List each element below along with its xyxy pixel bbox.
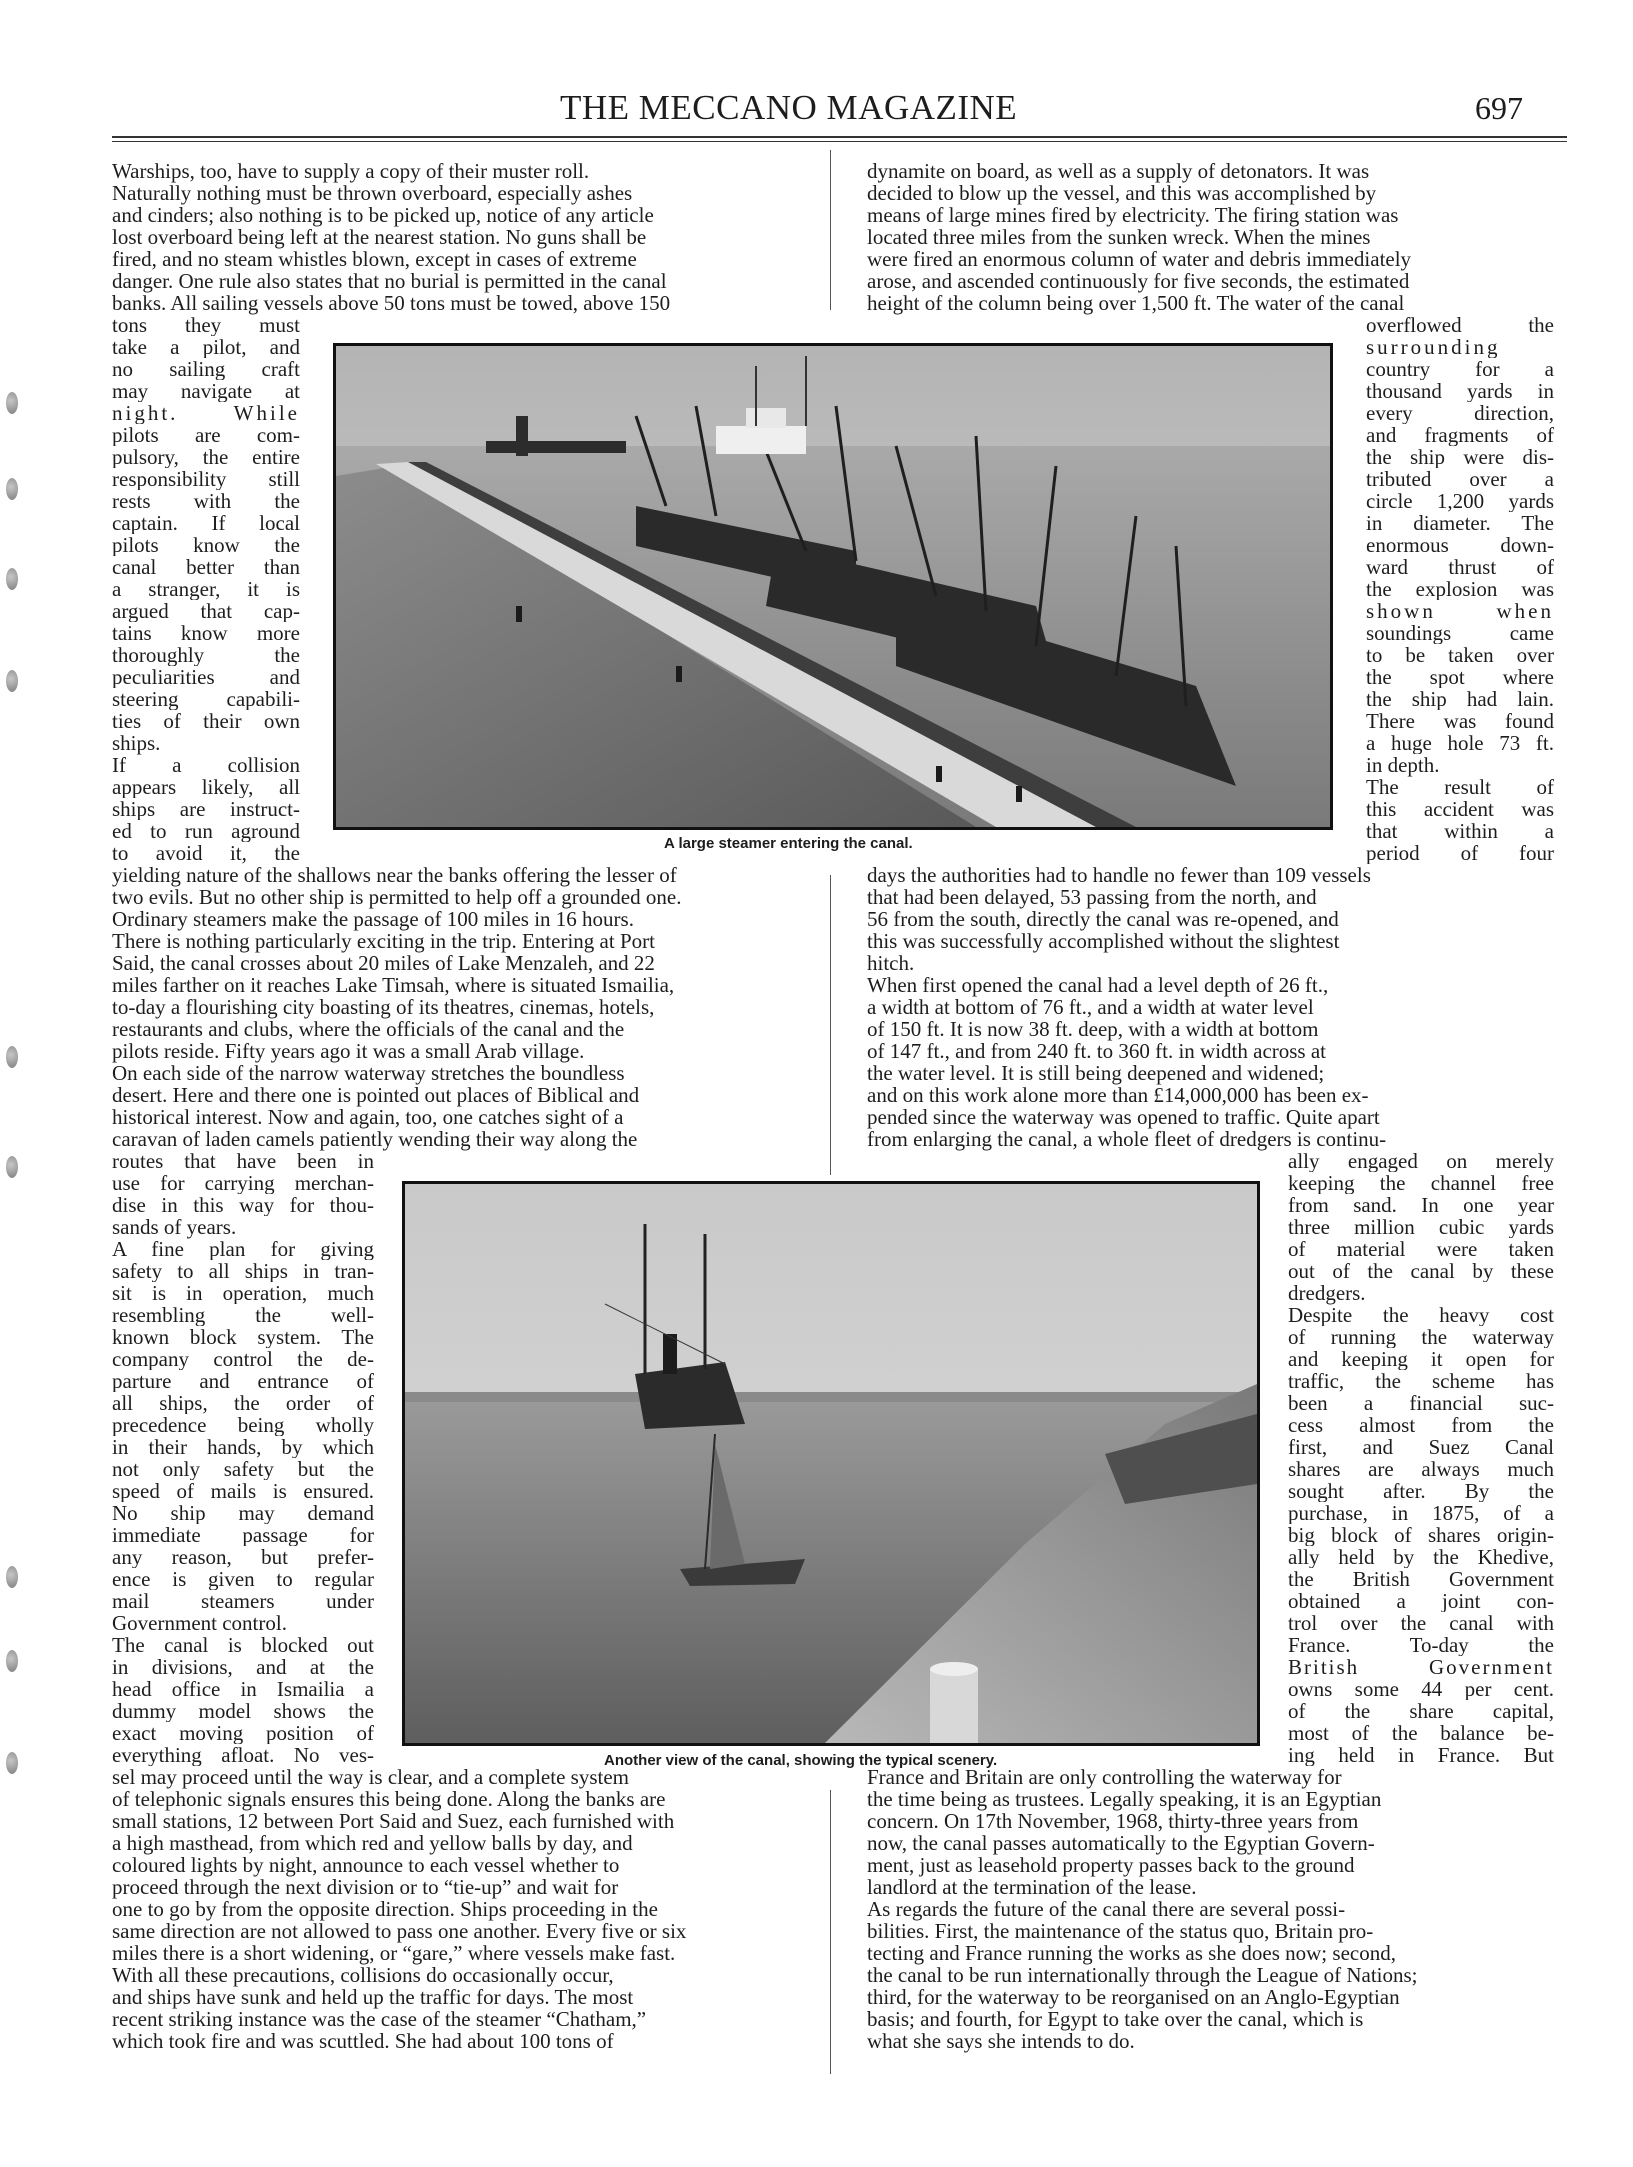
text-line: soundings came — [1366, 622, 1554, 644]
text-line: from sand. In one year — [1288, 1194, 1554, 1216]
text-line: exact moving position of — [112, 1722, 374, 1744]
text-line: that had been delayed, 53 passing from the north, and — [867, 885, 1317, 909]
text-line: lost overboard being left at the nearest station. No guns shall be — [112, 225, 647, 249]
text-line: every direction, — [1366, 402, 1554, 424]
text-line: the explosion was — [1366, 578, 1554, 600]
text-line: the British Government — [1288, 1568, 1554, 1590]
text-line: and on this work alone more than £14,000,000 has been ex- — [867, 1083, 1369, 1107]
text-line: ward thrust of — [1366, 556, 1554, 578]
text-line: safety to all ships in tran- — [112, 1260, 374, 1282]
text-line: in their hands, by which — [112, 1436, 374, 1458]
text-line: three million cubic yards — [1288, 1216, 1554, 1238]
text-line: owns some 44 per cent. — [1288, 1678, 1554, 1700]
text-line: basis; and fourth, for Egypt to take over the canal, which is — [867, 2007, 1364, 2031]
text-line: dynamite on board, as well as a supply of detonators. It was — [867, 159, 1370, 183]
text-line: company control the de- — [112, 1348, 374, 1370]
text-line: dummy model shows the — [112, 1700, 374, 1722]
text-line: obtained a joint con- — [1288, 1590, 1554, 1612]
text-line: The canal is blocked out — [112, 1634, 374, 1656]
text-line: of 150 ft. It is now 38 ft. deep, with a width at bottom — [867, 1017, 1319, 1041]
text-line: France and Britain are only controlling the waterway for — [867, 1765, 1342, 1789]
text-line: not only safety but the — [112, 1458, 374, 1480]
text-line: Despite the heavy cost — [1288, 1304, 1554, 1326]
binder-hole — [6, 670, 18, 692]
text-line: Government control. — [112, 1611, 287, 1635]
text-line: everything afloat. No ves- — [112, 1744, 374, 1766]
text-line: cess almost from the — [1288, 1414, 1554, 1436]
binder-hole — [6, 392, 18, 414]
text-line: ships are instruct- — [112, 798, 300, 820]
text-line: Naturally nothing must be thrown overboard, especially ashes — [112, 181, 633, 205]
text-line: and fragments of — [1366, 424, 1554, 446]
text-line: the water level. It is still being deepened and widened; — [867, 1061, 1325, 1085]
text-line: argued that cap- — [112, 600, 300, 622]
text-line: the canal to be run internationally through the League of Nations; — [867, 1963, 1418, 1987]
text-line: hitch. — [867, 951, 915, 975]
text-line: first, and Suez Canal — [1288, 1436, 1554, 1458]
text-line: There is nothing particularly exciting in the trip. Entering at Port — [112, 929, 655, 953]
text-line: the ship were dis- — [1366, 446, 1554, 468]
photo-caption: A large steamer entering the canal. — [664, 835, 913, 852]
text-line: all ships, the order of — [112, 1392, 374, 1414]
text-line: the time being as trustees. Legally speaking, it is an Egyptian — [867, 1787, 1382, 1811]
text-line: restaurants and clubs, where the officials of the canal and the — [112, 1017, 625, 1041]
text-line: keeping the channel free — [1288, 1172, 1554, 1194]
text-line: coloured lights by night, announce to each vessel whether to — [112, 1853, 620, 1877]
text-line: means of large mines fired by electricity. The firing station was — [867, 203, 1399, 227]
text-line: rests with the — [112, 490, 300, 512]
text-line: days the authorities had to handle no fewer than 109 vessels — [867, 863, 1371, 887]
binder-hole — [6, 1752, 18, 1774]
text-line: of 147 ft., and from 240 ft. to 360 ft. in width across at — [867, 1039, 1327, 1063]
text-line: overflowed the — [1366, 314, 1554, 336]
running-title: THE MECCANO MAGAZINE — [560, 88, 1018, 127]
text-line: any reason, but prefer- — [112, 1546, 374, 1568]
text-line: ed to run aground — [112, 820, 300, 842]
photo-caption: Another view of the canal, showing the typical scenery. — [604, 1752, 998, 1769]
text-line: circle 1,200 yards — [1366, 490, 1554, 512]
text-line: British Government — [1288, 1656, 1554, 1678]
text-line: peculiarities and — [112, 666, 300, 688]
binder-hole — [6, 478, 18, 500]
text-line: to be taken over — [1366, 644, 1554, 666]
column-divider — [830, 1790, 831, 2074]
text-line: thoroughly the — [112, 644, 300, 666]
text-line: recent striking instance was the case of the steamer “Chatham,” — [112, 2007, 647, 2031]
text-line: On each side of the narrow waterway stretches the boundless — [112, 1061, 625, 1085]
text-line: height of the column being over 1,500 ft. The water of the canal — [867, 291, 1405, 315]
text-line: ally held by the Khedive, — [1288, 1546, 1554, 1568]
text-line: use for carrying merchan- — [112, 1172, 374, 1194]
text-line: sands of years. — [112, 1215, 237, 1239]
text-line: from enlarging the canal, a whole fleet of dredgers is continu- — [867, 1127, 1387, 1151]
binder-hole — [6, 1156, 18, 1178]
text-line: that within a — [1366, 820, 1554, 842]
text-line: Warships, too, have to supply a copy of their muster roll. — [112, 159, 590, 183]
text-line: The result of — [1366, 776, 1554, 798]
text-line: and cinders; also nothing is to be picked up, notice of any article — [112, 203, 654, 227]
text-line: ment, just as leasehold property passes back to the ground — [867, 1853, 1355, 1877]
text-line: 56 from the south, directly the canal was re-opened, and — [867, 907, 1339, 931]
text-line: Said, the canal crosses about 20 miles of Lake Menzaleh, and 22 — [112, 951, 655, 975]
text-line: sought after. By the — [1288, 1480, 1554, 1502]
text-line: danger. One rule also states that no burial is permitted in the canal — [112, 269, 667, 293]
binder-hole — [6, 1650, 18, 1672]
text-line: appears likely, all — [112, 776, 300, 798]
text-line: out of the canal by these — [1288, 1260, 1554, 1282]
text-line: one to go by from the opposite direction. Ships proceeding in the — [112, 1897, 658, 1921]
text-line: thousand yards in — [1366, 380, 1554, 402]
text-line: tains know more — [112, 622, 300, 644]
text-line: the spot where — [1366, 666, 1554, 688]
text-line: head office in Ismailia a — [112, 1678, 374, 1700]
text-line: in depth. — [1366, 753, 1440, 777]
text-line: pilots are com- — [112, 424, 300, 446]
text-line: caravan of laden camels patiently wending their way along the — [112, 1127, 638, 1151]
text-line: dise in this way for thou- — [112, 1194, 374, 1216]
text-line: which took fire and was scuttled. She had about 100 tons of — [112, 2029, 614, 2053]
text-line: fired, and no steam whistles blown, except in cases of extreme — [112, 247, 637, 271]
text-line: dredgers. — [1288, 1281, 1366, 1305]
text-line: parture and entrance of — [112, 1370, 374, 1392]
column-divider — [830, 150, 831, 310]
text-line: what she says she intends to do. — [867, 2029, 1135, 2053]
text-line: may navigate at — [112, 380, 300, 402]
text-line: enormous down- — [1366, 534, 1554, 556]
text-line: to-day a flourishing city boasting of its theatres, cinemas, hotels, — [112, 995, 655, 1019]
text-line: traffic, the scheme has — [1288, 1370, 1554, 1392]
text-line: night. While — [112, 402, 300, 424]
text-line: a huge hole 73 ft. — [1366, 732, 1554, 754]
text-line: A fine plan for giving — [112, 1238, 374, 1260]
text-line: purchase, in 1875, of a — [1288, 1502, 1554, 1524]
text-line: and ships have sunk and held up the traffic for days. The most — [112, 1985, 634, 2009]
text-line: third, for the waterway to be reorganised on an Anglo-Egyptian — [867, 1985, 1400, 2009]
text-line: There was found — [1366, 710, 1554, 732]
text-line: in diameter. The — [1366, 512, 1554, 534]
text-line: concern. On 17th November, 1968, thirty-three years from — [867, 1809, 1359, 1833]
text-line: the ship had lain. — [1366, 688, 1554, 710]
text-line: this accident was — [1366, 798, 1554, 820]
text-line: same direction are not allowed to pass one another. Every five or six — [112, 1919, 687, 1943]
header-rule-thin — [112, 141, 1567, 142]
text-line: tecting and France running the works as she does now; second, — [867, 1941, 1396, 1965]
text-line: to avoid it, the — [112, 842, 300, 864]
text-line: responsibility still — [112, 468, 300, 490]
text-line: country for a — [1366, 358, 1554, 380]
text-line: As regards the future of the canal there are several possi- — [867, 1897, 1346, 1921]
text-line: France. To-day the — [1288, 1634, 1554, 1656]
text-line: proceed through the next division or to “tie-up” and wait for — [112, 1875, 619, 1899]
text-line: When first opened the canal had a level depth of 26 ft., — [867, 973, 1329, 997]
text-line: decided to blow up the vessel, and this was accomplished by — [867, 181, 1377, 205]
text-line: surrounding — [1366, 336, 1501, 358]
header-rule — [112, 136, 1567, 138]
binder-hole — [6, 1046, 18, 1068]
text-line: pilots reside. Fifty years ago it was a small Arab village. — [112, 1039, 585, 1063]
text-line: a high masthead, from which red and yellow balls by day, and — [112, 1831, 633, 1855]
text-line: trol over the canal with — [1288, 1612, 1554, 1634]
text-line: banks. All sailing vessels above 50 tons must be towed, above 150 — [112, 291, 671, 315]
text-line: speed of mails is ensured. — [112, 1480, 374, 1502]
text-line: resembling the well- — [112, 1304, 374, 1326]
text-line: bilities. First, the maintenance of the status quo, Britain pro- — [867, 1919, 1374, 1943]
text-line: no sailing craft — [112, 358, 300, 380]
binder-hole — [6, 568, 18, 590]
text-line: ships. — [112, 731, 161, 755]
text-line: canal better than — [112, 556, 300, 578]
text-line: No ship may demand — [112, 1502, 374, 1524]
text-line: were fired an enormous column of water and debris immediately — [867, 247, 1412, 271]
text-line: two evils. But no other ship is permitted to help off a grounded one. — [112, 885, 682, 909]
text-line: mail steamers under — [112, 1590, 374, 1612]
text-line: of the share capital, — [1288, 1700, 1554, 1722]
text-line: captain. If local — [112, 512, 300, 534]
text-line: now, the canal passes automatically to the Egyptian Govern- — [867, 1831, 1375, 1855]
text-line: of material were taken — [1288, 1238, 1554, 1260]
text-line: tributed over a — [1366, 468, 1554, 490]
photo-steamer-entering-canal — [333, 343, 1333, 830]
text-line: immediate passage for — [112, 1524, 374, 1546]
text-line: ing held in France. But — [1288, 1744, 1554, 1766]
text-line: Ordinary steamers make the passage of 100 miles in 16 hours. — [112, 907, 634, 931]
text-line: With all these precautions, collisions do occasionally occur, — [112, 1963, 614, 1987]
text-line: been a financial suc- — [1288, 1392, 1554, 1414]
text-line: this was successfully accomplished without the slightest — [867, 929, 1340, 953]
text-line: arose, and ascended continuously for five seconds, the estimated — [867, 269, 1410, 293]
text-line: small stations, 12 between Port Said and Suez, each furnished with — [112, 1809, 675, 1833]
text-line: period of four — [1366, 842, 1554, 864]
text-line: shown when — [1366, 600, 1554, 622]
text-line: landlord at the termination of the lease. — [867, 1875, 1197, 1899]
text-line: of telephonic signals ensures this being done. Along the banks are — [112, 1787, 666, 1811]
column-divider — [830, 875, 831, 1175]
text-line: sit is in operation, much — [112, 1282, 374, 1304]
text-line: desert. Here and there one is pointed out places of Biblical and — [112, 1083, 640, 1107]
text-line: take a pilot, and — [112, 336, 300, 358]
text-line: pulsory, the entire — [112, 446, 300, 468]
text-line: ties of their own — [112, 710, 300, 732]
text-line: and keeping it open for — [1288, 1348, 1554, 1370]
text-line: precedence being wholly — [112, 1414, 374, 1436]
text-line: ence is given to regular — [112, 1568, 374, 1590]
text-line: pended since the waterway was opened to traffic. Quite apart — [867, 1105, 1380, 1129]
text-line: located three miles from the sunken wreck. When the mines — [867, 225, 1371, 249]
page-number: 697 — [1475, 90, 1523, 126]
text-line: miles farther on it reaches Lake Timsah, where is situated Ismailia, — [112, 973, 675, 997]
text-line: most of the balance be- — [1288, 1722, 1554, 1744]
text-line: ally engaged on merely — [1288, 1150, 1554, 1172]
text-line: miles there is a short widening, or “gare,” where vessels make fast. — [112, 1941, 676, 1965]
text-line: If a collision — [112, 754, 300, 776]
text-line: a width at bottom of 76 ft., and a width at water level — [867, 995, 1314, 1019]
binder-hole — [6, 1566, 18, 1588]
photo-canal-scenery — [402, 1181, 1260, 1746]
text-line: routes that have been in — [112, 1150, 374, 1172]
text-line: known block system. The — [112, 1326, 374, 1348]
text-line: steering capabili- — [112, 688, 300, 710]
text-line: big block of shares origin- — [1288, 1524, 1554, 1546]
text-line: pilots know the — [112, 534, 300, 556]
text-line: a stranger, it is — [112, 578, 300, 600]
text-line: shares are always much — [1288, 1458, 1554, 1480]
text-line: yielding nature of the shallows near the banks offering the lesser of — [112, 863, 677, 887]
text-line: in divisions, and at the — [112, 1656, 374, 1678]
text-line: historical interest. Now and again, too, one catches sight of a — [112, 1105, 624, 1129]
text-line: tons they must — [112, 314, 300, 336]
text-line: of running the waterway — [1288, 1326, 1554, 1348]
text-line: sel may proceed until the way is clear, and a complete system — [112, 1765, 629, 1789]
